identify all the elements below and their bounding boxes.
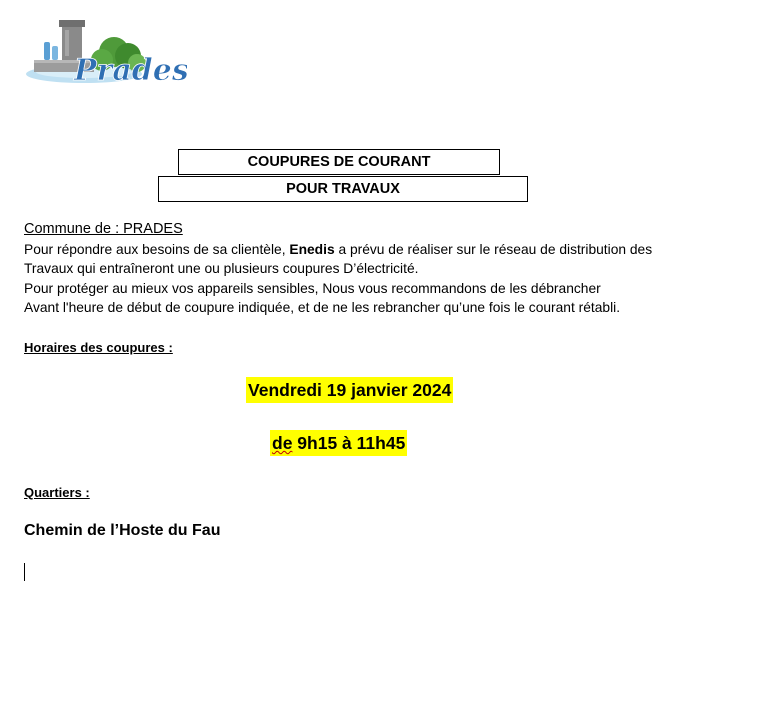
prades-logo [22,16,187,92]
street-name: Chemin de l’Hoste du Fau [24,522,221,539]
time-range: 9h15 à 11h45 [292,433,406,453]
schedule-heading: Horaires des coupures : [24,340,173,355]
time-prefix: de [272,433,293,453]
title-line-1: COUPURES DE COURANT [178,149,500,175]
intro-p1-after: a prévu de réaliser sur le réseau de distribution des [334,241,653,257]
intro-paragraph-3: Pour protéger au mieux vos appareils sensibles, Nous vous recommandons de les débrancher [24,280,601,296]
districts-heading: Quartiers : [24,485,90,500]
outage-time [270,430,407,456]
intro-paragraph-4: Avant l'heure de début de coupure indiquée, et de ne les rebrancher qu’une fois le courant rétabli. [24,300,621,315]
commune-label: Commune de : PRADES [24,221,183,237]
logo-text: Prades [74,53,187,88]
intro-paragraph-1 [24,240,764,260]
intro-text [24,220,764,318]
enedis-name: Enedis [289,241,335,257]
fountain-icon [22,16,187,92]
intro-p1-before: Pour répondre aux besoins de sa clientèle, [24,241,290,257]
title-line-2: POUR TRAVAUX [158,176,528,202]
intro-paragraph-2: Travaux qui entraîneront une ou plusieurs coupures D’électricité. [24,261,419,276]
text-cursor[interactable] [24,563,25,581]
outage-date: Vendredi 19 janvier 2024 [246,377,453,403]
